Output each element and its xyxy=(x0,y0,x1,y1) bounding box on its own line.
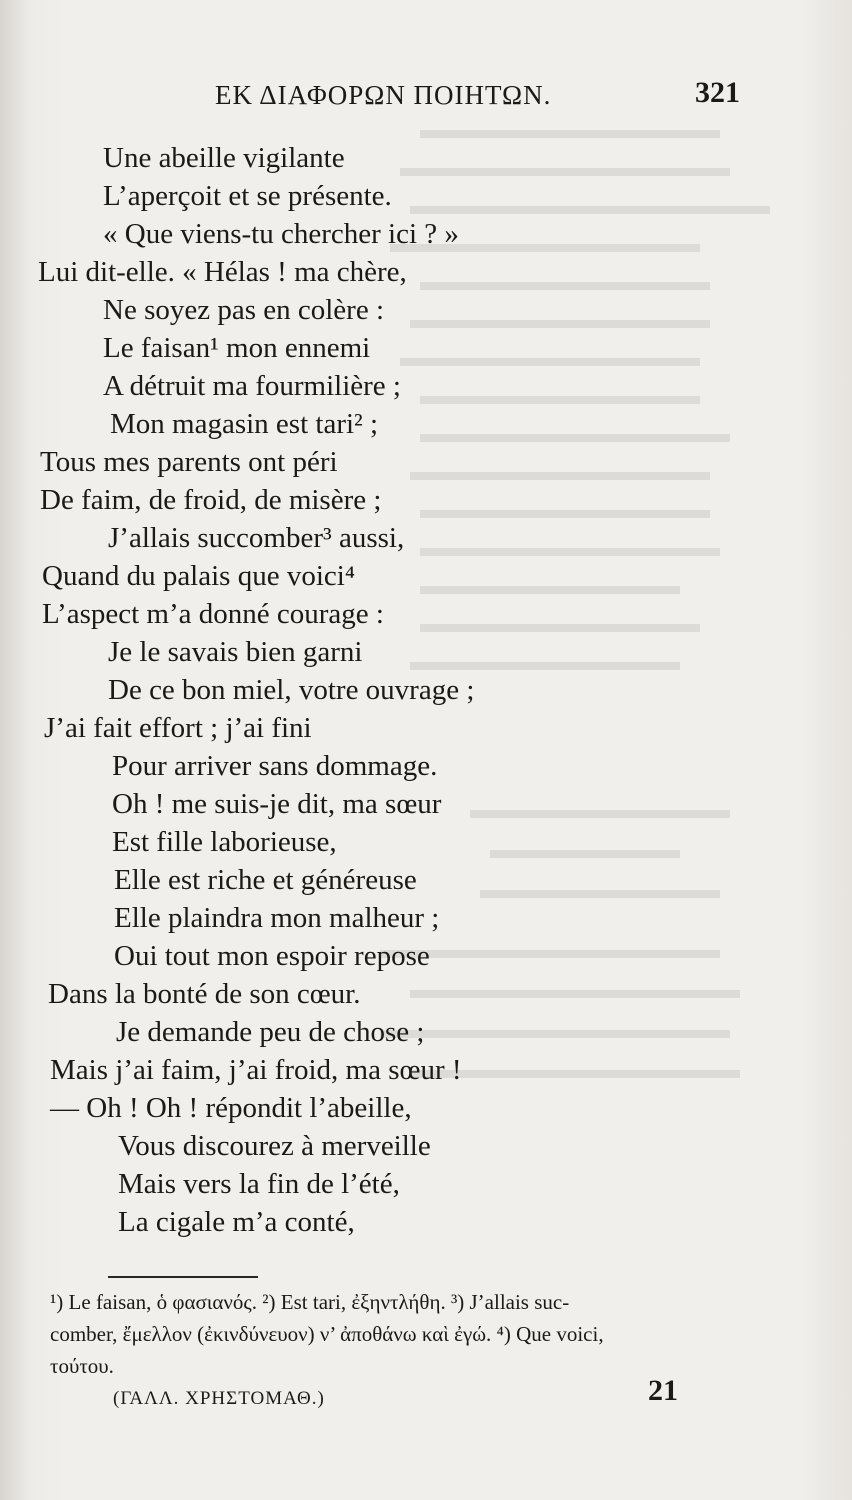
poem-line: De faim, de froid, de misère ; xyxy=(40,484,382,516)
poem-line: Lui dit-elle. « Hélas ! ma chère, xyxy=(38,256,407,288)
footnote-line: comber, ἔμελλον (ἐκινδύνευον) ν’ ἀποθάνω καὶ ἐγώ. ⁴) Que voici, xyxy=(50,1322,604,1346)
poem-line: La cigale m’a conté, xyxy=(118,1206,355,1238)
poem-line: Tous mes parents ont péri xyxy=(40,446,338,478)
show-through-text xyxy=(380,130,820,1130)
footnote-line: ¹) Le faisan, ὁ φασιανός. ²) Est tari, ἐξηντλήθη. ³) J’allais suc- xyxy=(50,1290,570,1314)
footnotes xyxy=(50,1286,770,1382)
poem-line: Dans la bonté de son cœur. xyxy=(48,978,361,1010)
poem-line: Oh ! me suis-je dit, ma sœur xyxy=(112,788,442,820)
footnote-line: τούτου. xyxy=(50,1354,114,1378)
poem-line: Une abeille vigilante xyxy=(103,142,345,174)
poem-line: Je demande peu de chose ; xyxy=(116,1016,425,1048)
poem-line: J’ai fait effort ; j’ai fini xyxy=(44,712,312,744)
poem-line: — Oh ! Oh ! répondit l’abeille, xyxy=(50,1092,412,1124)
poem-line: Le faisan¹ mon ennemi xyxy=(103,332,371,364)
poem-line: De ce bon miel, votre ouvrage ; xyxy=(108,674,475,706)
poem-line: Elle est riche et généreuse xyxy=(114,864,417,896)
poem-line: Mon magasin est tari² ; xyxy=(110,408,379,440)
poem-line: Pour arriver sans dommage. xyxy=(112,750,438,782)
poem-line: Ne soyez pas en colère : xyxy=(103,294,385,326)
poem-line: A détruit ma fourmilière ; xyxy=(103,370,401,402)
poem-line: Vous discourez à merveille xyxy=(118,1130,431,1162)
signature-mark: (ΓΑΛΛ. ΧΡΗΣΤΟΜΑΘ.) xyxy=(113,1388,325,1409)
poem-line: « Que viens-tu chercher ici ? » xyxy=(103,218,459,250)
page-header xyxy=(0,76,852,120)
poem-line: Mais vers la fin de l’été, xyxy=(118,1168,400,1200)
footnote-rule xyxy=(108,1276,258,1278)
poem-line: Elle plaindra mon malheur ; xyxy=(114,902,440,934)
page-number: 321 xyxy=(695,76,740,109)
poem-line: L’aperçoit et se présente. xyxy=(103,180,392,212)
poem-line: L’aspect m’a donné courage : xyxy=(42,598,384,630)
poem-line: Est fille laborieuse, xyxy=(112,826,337,858)
poem-line: J’allais succomber³ aussi, xyxy=(108,522,405,554)
poem-line: Mais j’ai faim, j’ai froid, ma sœur ! xyxy=(50,1054,462,1086)
running-title: ΕΚ ΔΙΑΦΟΡΩΝ ΠΟΙΗΤΩΝ. xyxy=(215,80,552,110)
signature-number: 21 xyxy=(648,1374,678,1407)
poem-line: Oui tout mon espoir repose xyxy=(114,940,430,972)
poem-line: Quand du palais que voici⁴ xyxy=(42,560,355,592)
poem-line: Je le savais bien garni xyxy=(108,636,363,668)
